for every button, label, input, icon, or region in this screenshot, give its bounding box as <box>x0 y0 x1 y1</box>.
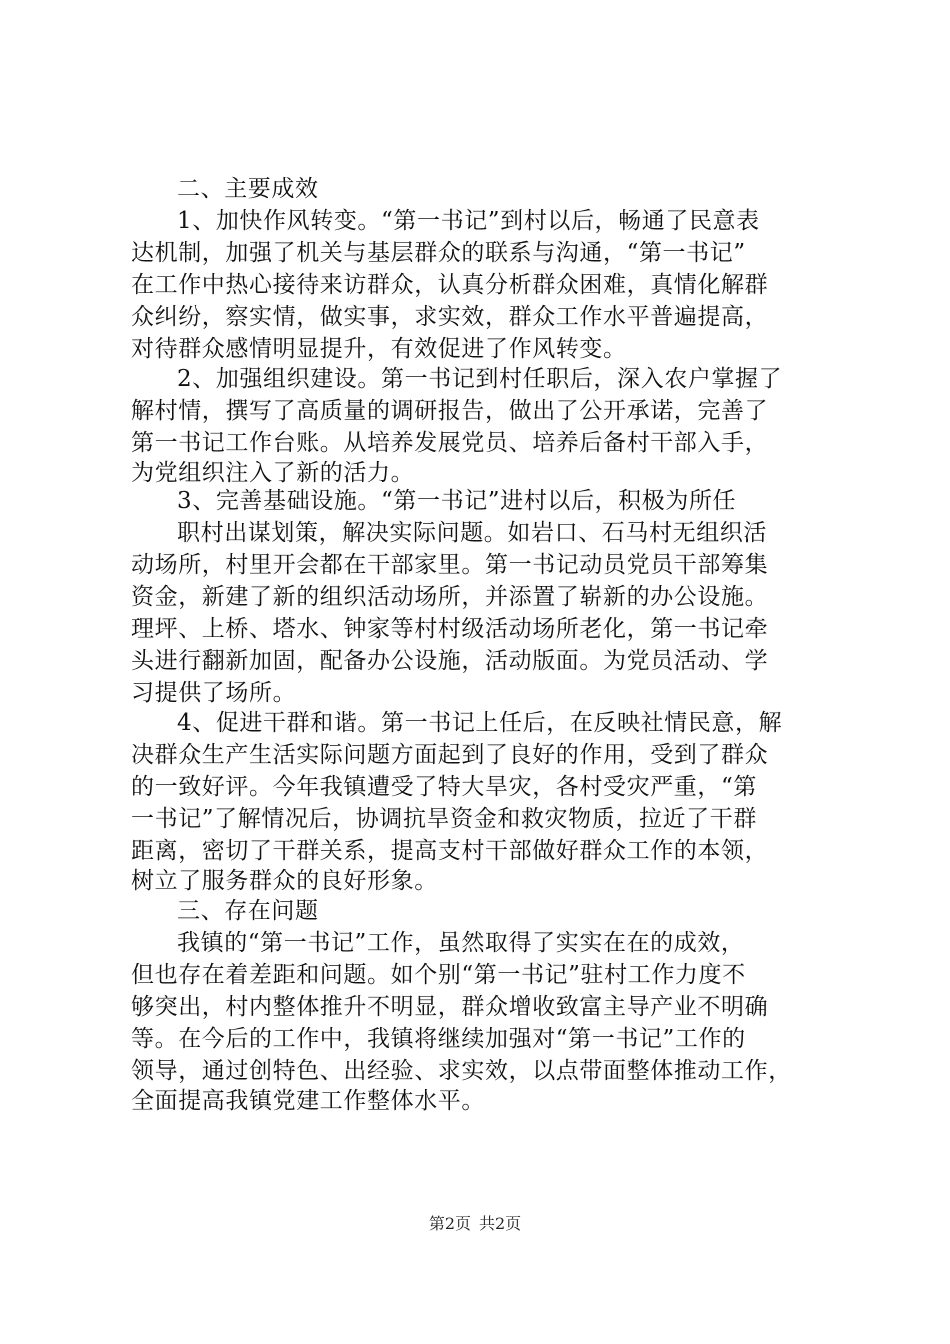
paragraph-line: 职村出谋划策，解决实际问题。如岩口、石马村无组织活 <box>177 520 767 546</box>
section-heading-issues: 三、存在问题 <box>177 898 319 924</box>
paragraph-line: 领导，通过创特色、出经验、求实效，以点带面整体推动工作， <box>131 1058 792 1084</box>
paragraph-line: 够突出，村内整体推升不明显，群众增收致富主导产业不明确 <box>131 994 769 1020</box>
paragraph-line: 对待群众感情明显提升，有效促进了作风转变。 <box>131 336 627 362</box>
paragraph-line: 习提供了场所。 <box>131 680 297 706</box>
paragraph-line: 为党组织注入了新的活力。 <box>131 460 415 486</box>
paragraph-line: 3、完善基础设施。“第一书记”进村以后，积极为所任 <box>177 488 737 514</box>
paragraph-line: 达机制，加强了机关与基层群众的联系与沟通，“第一书记” <box>131 240 746 266</box>
paragraph-line: 4、促进干群和谐。第一书记上任后，在反映社情民意，解 <box>177 710 783 736</box>
paragraph-line: 树立了服务群众的良好形象。 <box>131 868 438 894</box>
paragraph-line: 决群众生产生活实际问题方面起到了良好的作用，受到了群众 <box>131 742 769 768</box>
paragraph-line: 资金，新建了新的组织活动场所，并添置了崭新的办公设施。 <box>131 584 769 610</box>
paragraph-line: 距离，密切了干群关系，提高支村干部做好群众工作的本领， <box>131 838 769 864</box>
page-footer <box>0 1213 950 1235</box>
paragraph-line: 一书记”了解情况后，协调抗旱资金和救灾物质，拉近了干群 <box>131 806 757 832</box>
page-total: 共2页 <box>479 1214 522 1233</box>
paragraph-line: 头进行翻新加固，配备办公设施，活动版面。为党员活动、学 <box>131 648 769 674</box>
paragraph-line: 的一致好评。今年我镇遭受了特大旱灾，各村受灾严重，“第 <box>131 774 757 800</box>
paragraph-line: 2、加强组织建设。第一书记到村任职后，深入农户掌握了 <box>177 366 783 392</box>
paragraph-line: 众纠纷，察实情，做实事，求实效，群众工作水平普遍提高， <box>131 304 769 330</box>
paragraph-line: 1、加快作风转变。“第一书记”到村以后，畅通了民意表 <box>177 208 760 234</box>
page-number: 第2页 <box>428 1214 471 1233</box>
paragraph-line: 理坪、上桥、塔水、钟家等村村级活动场所老化，第一书记牵 <box>131 616 769 642</box>
section-heading-main-results: 二、主要成效 <box>177 176 319 202</box>
paragraph-line: 我镇的“第一书记”工作，虽然取得了实实在在的成效， <box>177 930 745 956</box>
paragraph-line: 解村情，撰写了高质量的调研报告，做出了公开承诺，完善了 <box>131 398 769 424</box>
paragraph-line: 第一书记工作台账。从培养发展党员、培养后备村干部入手， <box>131 430 769 456</box>
paragraph-line: 等。在今后的工作中，我镇将继续加强对“第一书记”工作的 <box>131 1026 746 1052</box>
paragraph-line: 动场所，村里开会都在干部家里。第一书记动员党员干部筹集 <box>131 552 769 578</box>
paragraph-line: 在工作中热心接待来访群众，认真分析群众困难，真情化解群 <box>131 272 769 298</box>
paragraph-line: 但也存在着差距和问题。如个别“第一书记”驻村工作力度不 <box>131 962 746 988</box>
paragraph-line: 全面提高我镇党建工作整体水平。 <box>131 1088 485 1114</box>
